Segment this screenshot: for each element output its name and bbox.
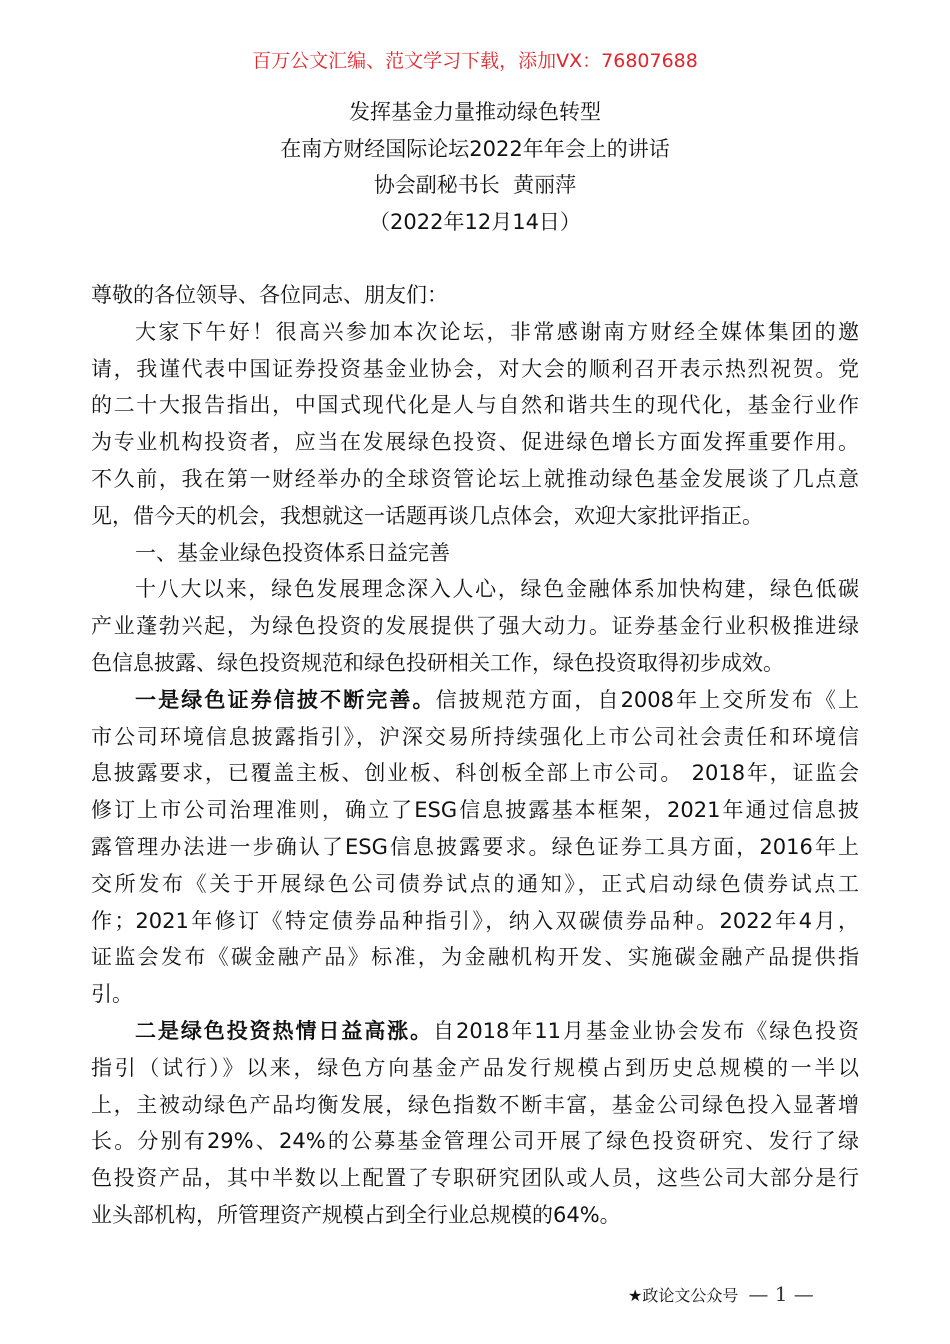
- line-text: 的二十大报告指出，中国式现代化是人与自然和谐共生的现代化，基金行业作: [91, 393, 859, 418]
- text-line: [91, 939, 859, 976]
- line-text: 交所发布《关于开展绿色公司债券试点的通知》，正式启动绿色债券试点工: [91, 871, 859, 896]
- text-line: [91, 976, 859, 1013]
- line-text: 露管理办法进一步确认了ESG信息披露要求。绿色证券工具方面，2016年上: [91, 834, 859, 859]
- line-text: 不久前，我在第一财经举办的全球资管论坛上就推动绿色基金发展谈了几点意: [91, 466, 859, 491]
- text-line: [91, 387, 859, 424]
- speech-title: 发挥基金力量推动绿色转型: [349, 100, 601, 124]
- text-line: [91, 277, 859, 314]
- footer-source: ★政论文公众号: [628, 1285, 739, 1305]
- text-line: [91, 1087, 859, 1124]
- line-text: 修订上市公司治理准则，确立了ESG信息披露基本框架，2021年通过信息披: [91, 798, 859, 823]
- line-text: 引。: [91, 982, 133, 1007]
- line-text: 长。分别有29%、24%的公募基金管理公司开展了绿色投资研究、发行了绿: [91, 1129, 859, 1154]
- speech-date: （2022年12月14日）: [369, 210, 581, 235]
- text-line: [91, 498, 859, 535]
- line-text: 证监会发布《碳金融产品》标准，为金融机构开发、实施碳金融产品提供指: [91, 945, 859, 970]
- line-text: 十八大以来，绿色发展理念深入人心，绿色金融体系加快构建，绿色低碳: [135, 577, 859, 602]
- text-line: [91, 1197, 859, 1234]
- text-line: [91, 1050, 859, 1087]
- line-text: 指引（试行）》以来，绿色方向基金产品发行规模占到历史总规模的一半以: [91, 1055, 859, 1080]
- text-line: [91, 645, 859, 682]
- document-body: [91, 277, 859, 1234]
- text-line: [91, 461, 859, 498]
- text-line: [91, 1123, 859, 1160]
- text-line: [91, 535, 859, 572]
- bold-lead: 二是绿色投资热情日益高涨。: [135, 1018, 434, 1043]
- line-text: 色投资产品，其中半数以上配置了专职研究团队或人员，这些公司大部分是行: [91, 1166, 859, 1191]
- line-text: 色信息披露、绿色投资规范和绿色投研相关工作，绿色投资取得初步成效。: [91, 650, 784, 675]
- line-text: 息披露要求，已覆盖主板、创业板、科创板全部上市公司。 2018年，证监会: [91, 761, 859, 786]
- line-text: 见，借今天的机会，我想就这一话题再谈几点体会，欢迎大家批评指正。: [91, 503, 763, 528]
- bold-lead: 一是绿色证券信披不断完善。: [135, 687, 436, 712]
- text-line: [91, 829, 859, 866]
- text-line: [91, 1013, 859, 1050]
- text-line: [91, 1160, 859, 1197]
- title-block: [0, 94, 950, 241]
- text-line: [91, 571, 859, 608]
- line-text: 为专业机构投资者，应当在发展绿色投资、促进绿色增长方面发挥重要作用。: [91, 430, 859, 455]
- text-line: [91, 866, 859, 903]
- text-line: [91, 903, 859, 940]
- line-text: 自2018年11月基金业协会发布《绿色投资: [433, 1018, 859, 1043]
- text-line: [91, 608, 859, 645]
- speaker: 协会副秘书长 黄丽萍: [373, 173, 577, 198]
- line-text: 尊敬的各位领导、各位同志、朋友们：: [91, 283, 448, 307]
- speech-subtitle: 在南方财经国际论坛2022年年会上的讲话: [280, 136, 670, 161]
- line-text: 产业蓬勃兴起，为绿色投资的发展提供了强大动力。证券基金行业积极推进绿: [91, 614, 859, 639]
- page-number: — 1 —: [748, 1282, 814, 1306]
- line-text: 信披规范方面，自2008年上交所发布《上: [435, 687, 859, 712]
- line-text: 作；2021年修订《特定债券品种指引》，纳入双碳债券品种。2022年4月，: [91, 908, 859, 933]
- text-line: [91, 351, 859, 388]
- line-text: 请，我谨代表中国证券投资基金业协会，对大会的顺利召开表示热烈祝贺。党: [91, 356, 859, 381]
- text-line: [91, 719, 859, 756]
- line-text: 上，主被动绿色产品均衡发展，绿色指数不断丰富，基金公司绿色投入显著增: [91, 1092, 859, 1117]
- page-footer: [628, 1282, 814, 1306]
- text-line: [91, 792, 859, 829]
- line-text: 市公司环境信息披露指引》，沪深交易所持续强化上市公司社会责任和环境信: [91, 724, 859, 749]
- text-line: [91, 424, 859, 461]
- text-line: [91, 755, 859, 792]
- line-text: 一、基金业绿色投资体系日益完善: [135, 540, 450, 565]
- text-line: [91, 682, 859, 719]
- watermark-banner: 百万公文汇编、范文学习下载，添加VX：76807688: [252, 50, 698, 72]
- line-text: 大家下午好！很高兴参加本次论坛，非常感谢南方财经全媒体集团的邀: [135, 319, 859, 344]
- text-line: [91, 314, 859, 351]
- line-text: 业头部机构，所管理资产规模占到全行业总规模的64%。: [91, 1202, 621, 1227]
